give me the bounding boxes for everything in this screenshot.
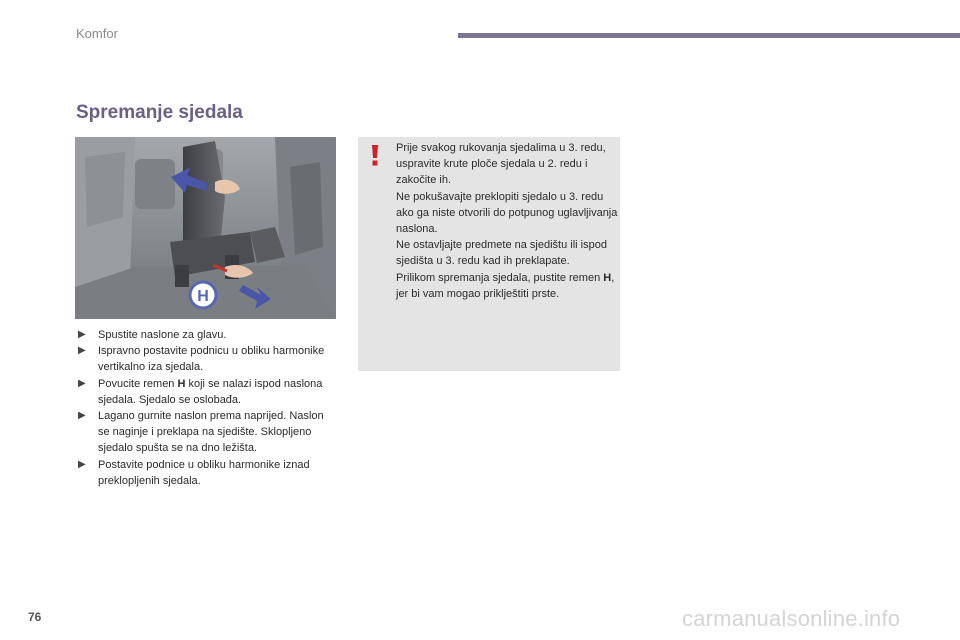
triangle-bullet-icon: ▶ <box>78 377 86 389</box>
warning-text-end: , jer bi vam mogao priklještiti prste. <box>396 271 615 300</box>
page-title: Spremanje sjedala <box>76 102 243 123</box>
step-item <box>78 343 338 375</box>
step-item <box>78 376 338 408</box>
instruction-steps <box>78 327 338 489</box>
triangle-bullet-icon: ▶ <box>78 345 86 357</box>
page-number: 76 <box>28 610 42 624</box>
section-label: Komfor <box>76 26 118 41</box>
warning-strap-letter: H <box>603 271 612 284</box>
seat-folding-illustration <box>75 137 336 319</box>
triangle-bullet-icon: ▶ <box>78 458 86 470</box>
step-item <box>78 408 338 457</box>
seat-illustration-drawing <box>75 137 336 319</box>
step-text: Lagano gurnite naslon prema naprijed. Naslon se naginje i preklapa na sjedište. Sklopljeno sjedalo spušta se na dno ležišta. <box>98 410 324 455</box>
warning-text <box>396 140 618 302</box>
step-text: Povucite remen <box>98 377 178 390</box>
step-item <box>78 457 338 489</box>
exclamation-icon <box>368 143 382 167</box>
callout-letter-h: H <box>197 288 209 305</box>
triangle-bullet-icon: ▶ <box>78 410 86 422</box>
warning-box <box>358 137 620 371</box>
step-text: Spustite naslone za glavu. <box>98 329 227 341</box>
warning-text-body: Prije svakog rukovanja sjedalima u 3. redu, uspravite krute ploče sjedala u 2. redu i zakočite ih. Ne pokušavajte preklopiti sjedalo u 3. redu ako ga niste otvorili do potpunog uglavljivanja naslona. Ne ostavljajte predmete na sjedištu ili ispod sjedišta u 3. redu kad ih preklapate. Prilikom spremanja sjedala, pustite remen <box>396 142 618 284</box>
step-text-continued: koji se nalazi ispod naslona sjedala. Sjedalo se oslobađa. <box>98 377 323 406</box>
step-strap-letter: H <box>177 377 186 390</box>
step-text: Postavite podnice u obliku harmonike iznad preklopljenih sjedala. <box>98 458 310 487</box>
triangle-bullet-icon: ▶ <box>78 329 86 340</box>
watermark: carmanualsonline.info <box>682 606 901 631</box>
header-accent-bar <box>458 33 960 38</box>
step-text: Ispravno postavite podnicu u obliku harmonike vertikalno iza sjedala. <box>98 345 325 374</box>
step-item <box>78 327 338 343</box>
